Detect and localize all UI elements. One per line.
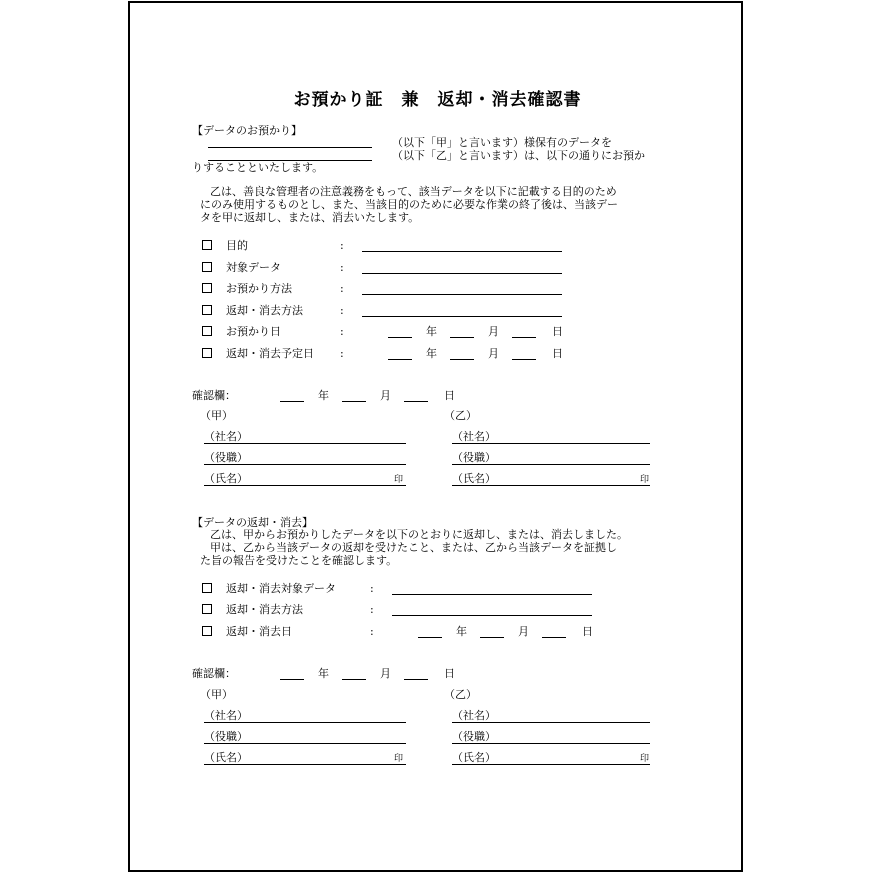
year-field-line[interactable]: [388, 337, 412, 338]
party-b-position-line[interactable]: [452, 743, 650, 744]
day-label: 日: [444, 667, 455, 680]
month-field-line[interactable]: [342, 401, 366, 402]
day-label: 日: [582, 625, 593, 638]
section2-heading: 【データの返却・消去】: [192, 516, 313, 529]
item-label-custody-date: お預かり日: [226, 325, 281, 338]
day-label: 日: [552, 325, 563, 338]
paragraph1-line-2: にのみ使用するものとし、また、当該目的のために必要な作業の終了後は、当該デー: [200, 198, 618, 211]
paragraph2-line-1: 乙は、甲からお預かりしたデータを以下のとおりに返却し、または、消去しました。: [210, 528, 628, 541]
party-b-company-line[interactable]: [452, 722, 650, 723]
party-a-name-line: [208, 147, 372, 148]
month-label: 月: [380, 389, 391, 402]
item-colon: :: [370, 582, 374, 595]
paragraph2-line-2: 甲は、乙から当該データの返却を受けたこと、または、乙から当該データを証拠し: [210, 541, 617, 554]
month-field-line[interactable]: [342, 679, 366, 680]
confirm-label: 確認欄：: [192, 389, 236, 402]
intro-line-1: （以下「甲」と言います）様保有のデータを: [392, 136, 612, 149]
party-b-label: （乙）: [444, 688, 477, 701]
section1-heading: 【データのお預かり】: [192, 124, 302, 137]
seal-mark: 印: [640, 475, 650, 485]
day-field-line[interactable]: [512, 359, 536, 360]
position-label: （役職）: [204, 730, 248, 743]
document-title: お預かり証 兼 返却・消去確認書: [293, 90, 582, 110]
intro-line-2: （以下「乙」と言います）は、以下の通りにお預か: [392, 149, 645, 162]
year-field-line[interactable]: [388, 359, 412, 360]
year-label: 年: [318, 389, 329, 402]
paragraph2-line-3: た旨の報告を受けたことを確認します。: [200, 554, 398, 567]
day-label: 日: [444, 389, 455, 402]
month-label: 月: [380, 667, 391, 680]
item-colon: :: [340, 347, 344, 360]
day-field-line[interactable]: [542, 637, 566, 638]
item-label-return-method: 返却・消去方法: [226, 304, 303, 317]
party-a-company-line[interactable]: [204, 443, 406, 444]
confirm-label: 確認欄：: [192, 667, 236, 680]
item-label-custody-method: お預かり方法: [226, 282, 292, 295]
year-field-line[interactable]: [280, 401, 304, 402]
month-label: 月: [488, 347, 499, 360]
intro-line-3: りすることといたします。: [192, 161, 324, 174]
item-label-return-method-2: 返却・消去方法: [226, 603, 303, 616]
year-field-line[interactable]: [280, 679, 304, 680]
return-target-data-field-line[interactable]: [392, 594, 592, 595]
item-label-purpose: 目的: [226, 239, 248, 252]
item-colon: :: [340, 325, 344, 338]
month-field-line[interactable]: [480, 637, 504, 638]
checkbox-return-method[interactable]: [202, 305, 212, 315]
party-a-company-line[interactable]: [204, 722, 406, 723]
month-field-line[interactable]: [450, 337, 474, 338]
custody-method-field-line[interactable]: [362, 294, 562, 295]
purpose-field-line[interactable]: [362, 251, 562, 252]
party-a-position-line[interactable]: [204, 464, 406, 465]
item-colon: :: [340, 282, 344, 295]
party-a-label: （甲）: [200, 409, 233, 422]
day-label: 日: [552, 347, 563, 360]
day-field-line[interactable]: [404, 679, 428, 680]
name-label: （氏名）: [204, 751, 248, 764]
item-colon: :: [370, 603, 374, 616]
checkbox-target-data[interactable]: [202, 262, 212, 272]
year-label: 年: [426, 325, 437, 338]
seal-mark: 印: [394, 475, 404, 485]
year-label: 年: [456, 625, 467, 638]
checkbox-custody-date[interactable]: [202, 326, 212, 336]
party-b-company-line[interactable]: [452, 443, 650, 444]
name-label: （氏名）: [452, 751, 496, 764]
company-label: （社名）: [204, 709, 248, 722]
item-label-return-date: 返却・消去日: [226, 625, 292, 638]
party-a-name-line[interactable]: [204, 485, 406, 486]
position-label: （役職）: [204, 451, 248, 464]
company-label: （社名）: [204, 430, 248, 443]
party-b-name-line[interactable]: [452, 764, 650, 765]
item-colon: :: [370, 625, 374, 638]
position-label: （役職）: [452, 451, 496, 464]
name-label: （氏名）: [204, 472, 248, 485]
checkbox-return-planned-date[interactable]: [202, 348, 212, 358]
document-page: [128, 1, 743, 872]
party-a-label: （甲）: [200, 688, 233, 701]
return-method-field-line[interactable]: [362, 316, 562, 317]
target-data-field-line[interactable]: [362, 273, 562, 274]
checkbox-return-target-data[interactable]: [202, 583, 212, 593]
party-b-label: （乙）: [444, 409, 477, 422]
year-field-line[interactable]: [418, 637, 442, 638]
name-label: （氏名）: [452, 472, 496, 485]
item-label-target-data: 対象データ: [226, 261, 281, 274]
company-label: （社名）: [452, 430, 496, 443]
item-label-return-target-data: 返却・消去対象データ: [226, 582, 336, 595]
company-label: （社名）: [452, 709, 496, 722]
year-label: 年: [318, 667, 329, 680]
month-label: 月: [518, 625, 529, 638]
item-colon: :: [340, 261, 344, 274]
party-a-name-line[interactable]: [204, 764, 406, 765]
paragraph1-line-1: 乙は、善良な管理者の注意義務をもって、該当データを以下に記載する目的のため: [210, 185, 617, 198]
checkbox-purpose[interactable]: [202, 240, 212, 250]
year-label: 年: [426, 347, 437, 360]
checkbox-return-method-2[interactable]: [202, 604, 212, 614]
day-field-line[interactable]: [404, 401, 428, 402]
party-b-name-line[interactable]: [452, 485, 650, 486]
paragraph1-line-3: タを甲に返却し、または、消去いたします。: [200, 211, 420, 224]
day-field-line[interactable]: [512, 337, 536, 338]
item-colon: :: [340, 304, 344, 317]
return-method-2-field-line[interactable]: [392, 615, 592, 616]
position-label: （役職）: [452, 730, 496, 743]
seal-mark: 印: [640, 754, 650, 764]
checkbox-custody-method[interactable]: [202, 283, 212, 293]
month-field-line[interactable]: [450, 359, 474, 360]
party-b-position-line[interactable]: [452, 464, 650, 465]
seal-mark: 印: [394, 754, 404, 764]
month-label: 月: [488, 325, 499, 338]
checkbox-return-date[interactable]: [202, 626, 212, 636]
item-label-return-planned-date: 返却・消去予定日: [226, 347, 314, 360]
party-a-position-line[interactable]: [204, 743, 406, 744]
item-colon: :: [340, 239, 344, 252]
